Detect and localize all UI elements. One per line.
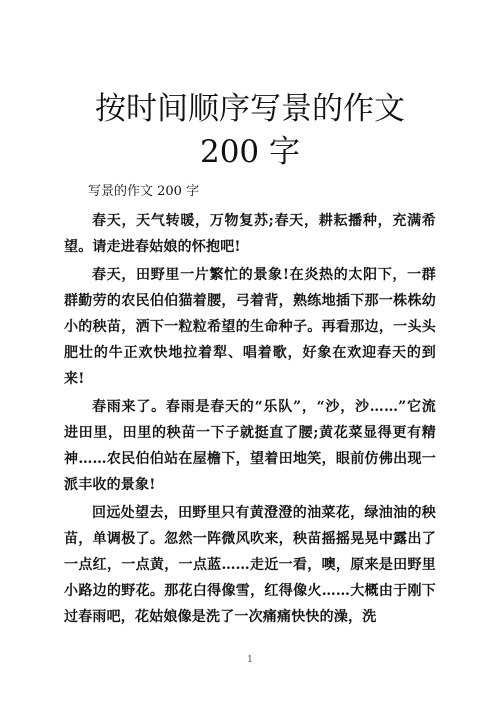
document-body	[64, 182, 436, 630]
title-line-1: 按时间顺序写景的作文	[95, 91, 405, 127]
paragraph-3: 春雨来了。春雨是春天的“乐队”，“沙，沙……”它流进田里，田里的秧苗一下子就挺直了腰;黄花菜显得更有精神……农民伯伯站在屋檐下，望着田地笑，眼前仿佛出现一派丰收的景象!	[64, 399, 436, 493]
page-number: 1	[247, 655, 253, 665]
paragraph-1: 春天，天气转暖，万物复苏;春天，耕耘播种，充满希望。请走进春姑娘的怀抱吧!	[64, 213, 436, 255]
document-title	[60, 88, 440, 174]
title-line-2: 200 字	[199, 134, 301, 170]
document-subtitle: 写景的作文 200 字	[88, 184, 200, 199]
paragraph-4: 回远处望去，田野里只有黄澄澄的油菜花，绿油油的秧苗，单调极了。忽然一阵微风吹来，秧苗摇摇晃晃中露出了一点红，一点黄，一点蓝……走近一看，噢，原来是田野里小路边的野花。那花白得像雪，红得像火……大概由于刚下过春雨吧，花姑娘像是洗了一次痛痛快快的澡，洗	[64, 505, 436, 625]
paragraph-2: 春天，田野里一片繁忙的景象!在炎热的太阳下，一群群勤劳的农民伯伯猫着腰，弓着背，熟练地插下那一株株幼小的秧苗，洒下一粒粒希望的生命种子。再看那边，一头头肥壮的牛正欢快地拉着犁、唱着歌，好象在欢迎春天的到来!	[64, 267, 436, 387]
